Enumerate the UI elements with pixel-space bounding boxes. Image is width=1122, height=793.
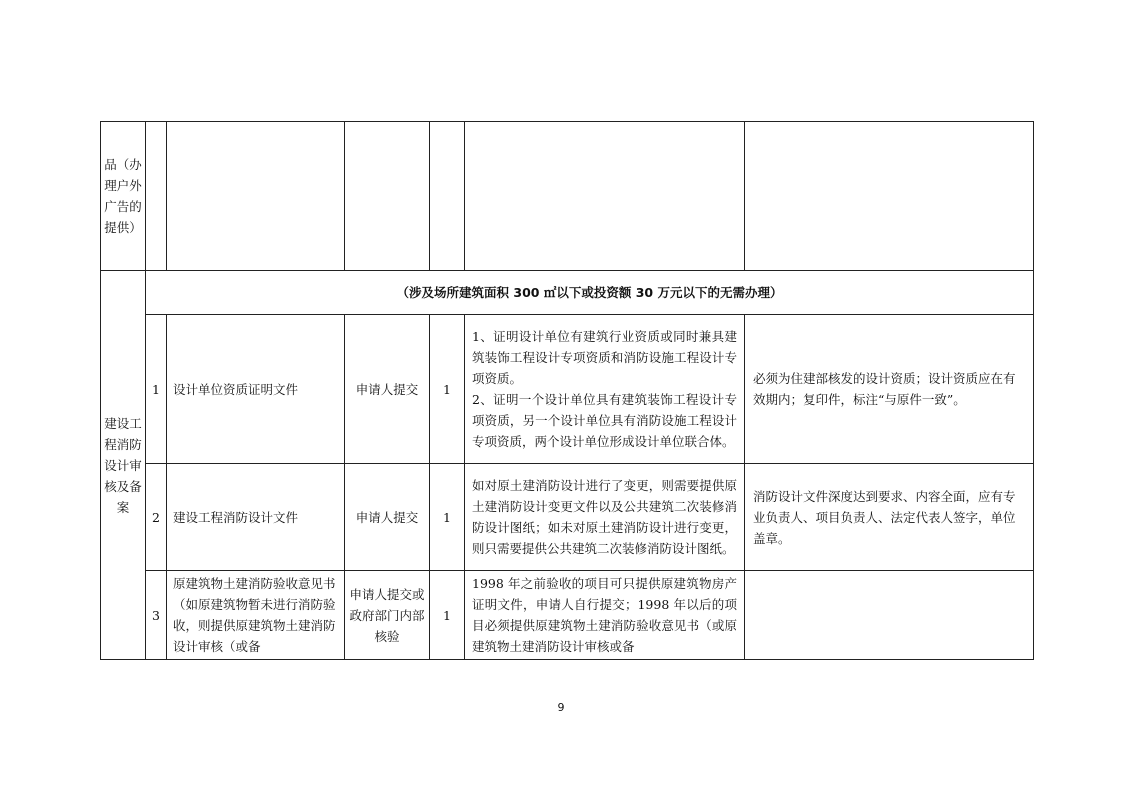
material-requirement [745,571,1034,660]
copies: 1 [430,571,465,660]
banner-text: （涉及场所建筑面积 300 ㎡以下或投资额 30 万元以下的无需办理） [396,285,783,300]
empty-cell [745,122,1034,271]
material-source: 申请人提交或政府部门内部核验 [345,571,430,660]
table-row [101,315,1034,464]
material-name: 设计单位资质证明文件 [167,315,345,464]
banner-cell [146,271,1034,315]
row-number: 1 [146,315,167,464]
category-text: 品（办理户外广告的提供） [104,157,142,235]
category-cell-continued [101,122,146,271]
empty-cell [345,122,430,271]
table-row-continued [101,122,1034,271]
row-number: 2 [146,464,167,571]
material-description: 1、证明设计单位有建筑行业资质或同时兼具建筑装饰工程设计专项资质和消防设施工程设计专项资质。 2、证明一个设计单位具有建筑装饰工程设计专项资质，另一个设计单位具有消防设施工程设计专项资质，两个设计单位形成设计单位联合体。 [465,315,745,464]
material-description: 1998 年之前验收的项目可只提供原建筑物房产证明文件，申请人自行提交；1998 年以后的项目必须提供原建筑物土建消防验收意见书（或原建筑物土建消防设计审核或备 [465,571,745,660]
empty-cell [465,122,745,271]
empty-cell [430,122,465,271]
materials-table [100,121,1034,660]
table-row [101,571,1034,660]
material-name: 建设工程消防设计文件 [167,464,345,571]
copies: 1 [430,315,465,464]
table-row [101,464,1034,571]
banner-row [101,271,1034,315]
material-requirement: 必须为住建部核发的设计资质；设计资质应在有效期内；复印件，标注“与原件一致”。 [745,315,1034,464]
empty-cell [146,122,167,271]
row-number: 3 [146,571,167,660]
material-source: 申请人提交 [345,315,430,464]
material-description: 如对原土建消防设计进行了变更，则需要提供原土建消防设计变更文件以及公共建筑二次装修消防设计图纸；如未对原土建消防设计进行变更，则只需要提供公共建筑二次装修消防设计图纸。 [465,464,745,571]
material-source: 申请人提交 [345,464,430,571]
page-number: 9 [557,701,565,714]
empty-cell [167,122,345,271]
material-name: 原建筑物土建消防验收意见书（如原建筑物暂未进行消防验收，则提供原建筑物土建消防设计审核（或备 [167,571,345,660]
category-cell [101,271,146,660]
copies: 1 [430,464,465,571]
material-requirement: 消防设计文件深度达到要求、内容全面，应有专业负责人、项目负责人、法定代表人签字，单位盖章。 [745,464,1034,571]
category-text: 建设工程消防设计审核及备案 [104,415,142,515]
